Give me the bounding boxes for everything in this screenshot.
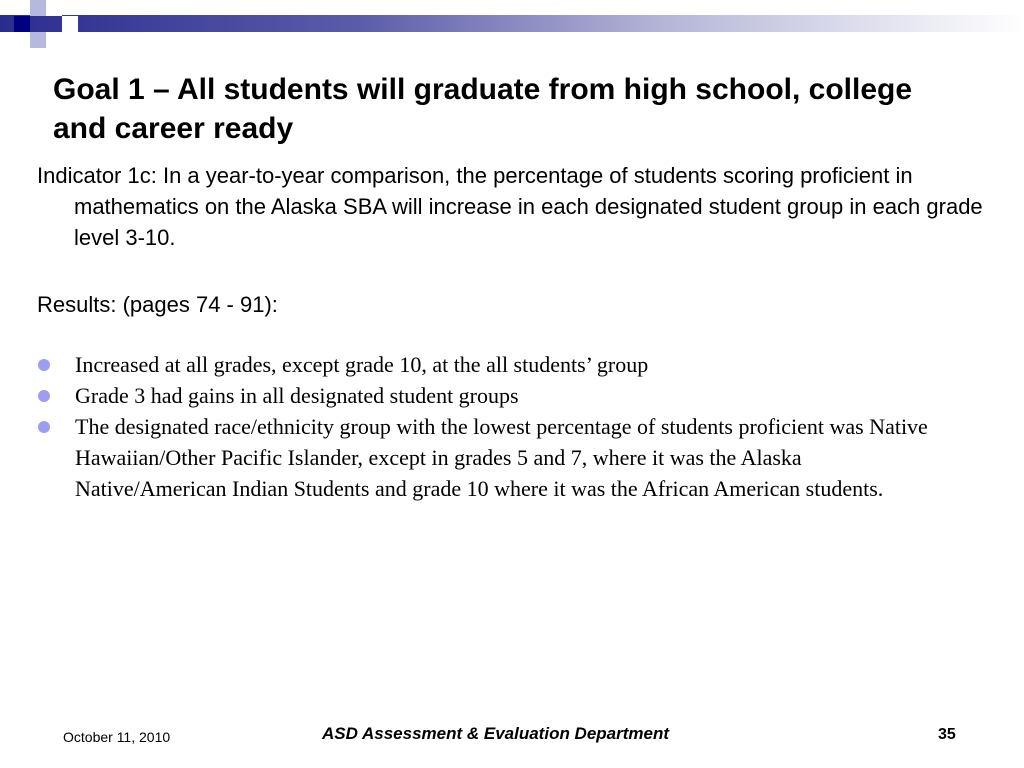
bullet-text: The designated race/ethnicity group with the lowest percentage of students proficient was Native Hawaiian/Other Pacific Islander, except in grades 5 and 7, where it was the Alaska Native/American Indian Students and grade 10 where it was the African American students. [75, 414, 928, 501]
indicator-text: Indicator 1c: In a year-to-year comparison, the percentage of students scoring proficient in mathematics on the Alaska SBA will increase in each designated student group in each grade level 3-10. [37, 163, 983, 250]
header-gradient-bar [0, 15, 1024, 32]
header-square-white [46, 0, 62, 16]
bullet-icon [38, 421, 50, 433]
list-item [38, 411, 958, 504]
page-number: 35 [938, 726, 956, 743]
list-item [38, 349, 958, 380]
header-square-light [30, 32, 46, 48]
results-bullet-list [38, 349, 958, 504]
slide-title: Goal 1 – All students will graduate from high school, college and career ready [53, 73, 913, 145]
header-square-white [62, 16, 78, 32]
bullet-icon [38, 359, 50, 371]
results-heading: Results: (pages 74 - 91): [37, 292, 278, 317]
footer-date: October 11, 2010 [63, 729, 171, 745]
list-item [38, 380, 958, 411]
footer-department: ASD Assessment & Evaluation Department [322, 724, 670, 743]
bullet-icon [38, 390, 50, 402]
header-square-navy [14, 16, 30, 32]
bullet-text: Increased at all grades, except grade 10, at the all students’ group [75, 352, 649, 377]
bullet-text: Grade 3 had gains in all designated student groups [75, 383, 519, 408]
header-square-light [30, 0, 46, 16]
